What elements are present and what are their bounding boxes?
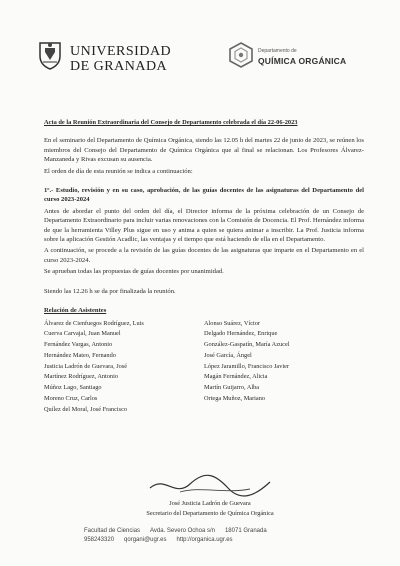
footer-email[interactable]: qorgani@ugr.es — [124, 537, 167, 543]
intro-paragraph: En el seminario del Departamento de Química Orgánica, siendo las 12.05 h del martes 22 de junio de 2023, se reúnen los miembros del Consejo del Departamento de Química Orgánica que al final se relacionan. Los Profesores Álvarez-Manzaneda y Rivas excusan su ausencia. — [44, 137, 364, 164]
footer — [84, 527, 344, 545]
attendee: Alonso Suárez, Víctor — [204, 319, 261, 327]
footer-phone: 958243320 — [84, 537, 115, 543]
minutes-body — [44, 118, 364, 414]
signature-block — [100, 470, 320, 517]
letterhead — [0, 0, 400, 90]
agenda-point-heading: 1º.- Estudio, revisión y en su caso, aprobación, de las guías docentes de las asignaturas del Departamento del curso 2023-2024 — [44, 187, 364, 204]
university-name-line2: DE GRANADA — [70, 59, 168, 74]
attendee: Martínez Rodríguez, Antonio — [44, 373, 118, 381]
attendee: Justicia Ladrón de Guevara, José — [44, 362, 128, 370]
agenda-intro: El orden de día de esta reunión se indica a continuación: — [44, 167, 193, 175]
footer-address: Avda. Severo Ochoa s/n — [150, 528, 215, 534]
attendee — [204, 405, 364, 415]
hexagon-logo-icon — [228, 42, 254, 68]
attendee: Cuerva Carvajal, Juan Manuel — [44, 330, 121, 338]
handwritten-signature-icon — [130, 470, 290, 500]
agenda-point-paragraph: Antes de abordar el punto del orden del día, el Director informa de la próxima celebración de un Consejo de Departamento Extraordinario para incluir varias renovaciones con la Comisión de Docencia. El Prof. Hernández informa de que la herramienta Villey Plus sigue en uso y anima a quien se quiera animar a inscribir. La Prof. Justicia informa sobre la aplicación Gestión Acadlic, las ventajas y el tiempo que está haciendo de ella en el Departamento. — [44, 207, 364, 244]
attendee: Quílez del Moral, José Francisco — [44, 405, 128, 413]
attendee: Magán Fernández, Alicia — [204, 373, 268, 381]
signer-role: Secretario del Departamento de Química Orgánica — [146, 510, 274, 517]
document-title: Acta de la Reunión Extraordinaria del Consejo de Departamento celebrada el día 22-06-2023 — [44, 119, 298, 126]
attendee: Martín Guijarro, Alba — [204, 384, 260, 392]
attendee: González-Gaspatín, María Azucel — [204, 341, 290, 349]
attendee-list — [44, 319, 364, 415]
university-crest-icon — [36, 40, 64, 70]
agenda-point-paragraph: Se aprueban todas las propuestas de guías docentes por unanimidad. — [44, 268, 224, 276]
closing-line: Siendo las 12.26 h se da por finalizada la reunión. — [44, 287, 176, 295]
attendee: Fernández Vargas, Antonio — [44, 341, 113, 349]
footer-city: 18071 Granada — [224, 528, 267, 534]
attendee: López Jaramillo, Francisco Javier — [204, 362, 289, 370]
department-name: QUÍMICA ORGÁNICA — [258, 56, 347, 66]
department-label: Departamento de — [258, 48, 297, 54]
attendee: Álvarez de Cienfuegos Rodríguez, Luis — [44, 319, 144, 327]
attendance-title: Relación de Asistentes — [44, 307, 107, 315]
attendee: José García, Ángel — [204, 351, 252, 359]
university-name-line1: UNIVERSIDAD — [70, 44, 172, 59]
attendee: Múñoz Lago, Santiago — [44, 384, 102, 392]
signer-name: José Justicia Ladrón de Guevara — [169, 500, 251, 507]
attendee: Hernández Mateo, Fernando — [44, 351, 116, 359]
footer-faculty: Facultad de Ciencias — [84, 528, 141, 534]
university-name — [70, 44, 171, 74]
agenda-point-paragraph: A continuación, se procede a la revisión de las guías docentes de las asignaturas que imparte en el Departamento en el curso 2023-2024. — [44, 247, 364, 264]
attendee: Ortega Muñoz, Mariano — [204, 394, 266, 402]
attendee: Delgado Hernández, Enrique — [204, 330, 278, 338]
footer-website[interactable]: http://organica.ugr.es — [176, 537, 233, 543]
attendee: Moreno Cruz, Carlos — [44, 394, 98, 402]
